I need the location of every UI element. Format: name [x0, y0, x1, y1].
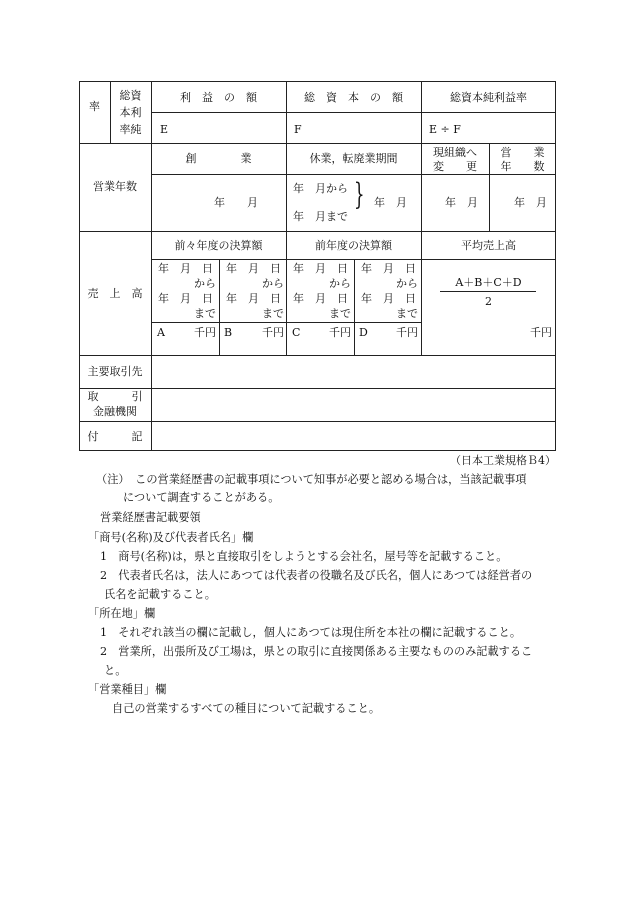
- suspension-total: 年 月: [374, 196, 407, 209]
- date-from-suffix: から: [262, 277, 284, 290]
- section2-title: 「所在地」欄: [88, 607, 156, 620]
- date-until-suffix: まで: [262, 307, 284, 320]
- main-partners-label: 主要取引先: [87, 365, 143, 378]
- date-from-suffix: から: [194, 277, 216, 290]
- date-until-suffix: まで: [194, 307, 216, 320]
- date-from-suffix: から: [329, 277, 351, 290]
- reorg-value: 年 月: [445, 196, 478, 209]
- section2-item1: 1 それぞれ該当の欄に記載し，個人にあつては現住所を本社の欄に記載すること。: [100, 626, 522, 639]
- date-until-suffix: まで: [329, 307, 351, 320]
- bank-label-line1: 取 引: [87, 390, 143, 403]
- rate-side-label: 率: [89, 100, 100, 113]
- guide-title: 営業経歴書記載要領: [100, 511, 201, 524]
- section3-body: 自己の営業するすべての種目について記載すること。: [112, 702, 381, 715]
- amount-letter-c: C: [292, 326, 301, 339]
- date-until-ymd: 年 月 日: [361, 292, 416, 305]
- suspension-header: 休業，転廃業期間: [309, 152, 398, 165]
- amount-letter-a: A: [157, 326, 165, 339]
- founding-header: 創 業: [185, 152, 252, 165]
- reorg-header-line1: 現組織へ: [433, 146, 477, 159]
- section1-item2-line1: 2 代表者氏名は，法人にあつては代表者の役職名及び氏名，個人にあつては経営者の: [100, 569, 533, 582]
- net-profit-rate-header: 総資本純利益率: [450, 91, 527, 104]
- section2-item2-line1: 2 営業所，出張所及び工場は，県との取引に直接関係ある主要なもののみ記載するこ: [100, 645, 533, 658]
- date-from-suffix: から: [396, 277, 418, 290]
- amount-unit-b: 千円: [262, 326, 284, 339]
- suspension-until: 年 月まで: [293, 210, 348, 223]
- years-header-line1: 営 業: [500, 146, 545, 159]
- total-capital-value: F: [294, 123, 302, 136]
- amount-unit-c: 千円: [329, 326, 351, 339]
- section3-title: 「営業種目」欄: [88, 683, 167, 696]
- amount-unit-d: 千円: [396, 326, 418, 339]
- reorg-header-line2: 変 更: [433, 160, 477, 173]
- section1-item2-line2: 氏名を記載すること。: [104, 588, 216, 601]
- date-from-ymd: 年 月 日: [226, 262, 281, 275]
- section1-item1: 1 商号(名称)は，県と直接取引をしようとする会社名，屋号等を記載すること。: [100, 550, 508, 563]
- rate-label-line2: 本利: [119, 106, 142, 119]
- remarks-label: 付 記: [87, 430, 143, 443]
- date-from-ymd: 年 月 日: [361, 262, 416, 275]
- date-until-ymd: 年 月 日: [158, 292, 213, 305]
- formula-numerator: A＋B＋C＋D: [455, 276, 522, 289]
- amount-letter-d: D: [359, 326, 368, 339]
- note-line1: （注） この営業経歴書の記載事項について知事が必要と認める場合は，当該記載事項: [96, 473, 527, 486]
- date-until-suffix: まで: [396, 307, 418, 320]
- date-until-ymd: 年 月 日: [293, 292, 348, 305]
- amount-letter-b: B: [224, 326, 233, 339]
- net-profit-rate-value: E ÷ F: [429, 123, 461, 136]
- brace-symbol: }: [354, 177, 365, 212]
- founding-value: 年 月: [214, 196, 258, 209]
- date-from-ymd: 年 月 日: [293, 262, 348, 275]
- sales-label: 売 上 高: [87, 287, 143, 300]
- years-header-line2: 年 数: [500, 160, 545, 173]
- section2-item2-line2: と。: [104, 664, 127, 677]
- business-years-label: 営業年数: [93, 180, 137, 193]
- date-until-ymd: 年 月 日: [226, 292, 281, 305]
- prev1-header: 前年度の決算額: [315, 239, 392, 252]
- paper-standard: （日本工業規格Ｂ4）: [450, 454, 556, 467]
- profit-amount-header: 利 益 の 額: [180, 91, 257, 104]
- amount-unit-avg: 千円: [530, 326, 552, 339]
- formula-denominator: 2: [485, 295, 492, 308]
- suspension-from: 年 月から: [293, 182, 348, 195]
- prev2-header: 前々年度の決算額: [174, 239, 263, 252]
- profit-amount-value: E: [160, 123, 169, 136]
- rate-label-line3: 率純: [119, 123, 142, 136]
- years-value: 年 月: [514, 196, 547, 209]
- amount-unit-a: 千円: [194, 326, 216, 339]
- date-from-ymd: 年 月 日: [158, 262, 213, 275]
- note-line2: について調査することがある。: [123, 491, 280, 504]
- section1-title: 「商号(名称)及び代表者氏名」欄: [88, 531, 254, 544]
- bank-label-line2: 金融機関: [93, 405, 137, 418]
- total-capital-header: 総 資 本 の 額: [304, 91, 403, 104]
- rate-label-line1: 総資: [119, 89, 142, 102]
- avg-sales-header: 平均売上高: [461, 239, 516, 252]
